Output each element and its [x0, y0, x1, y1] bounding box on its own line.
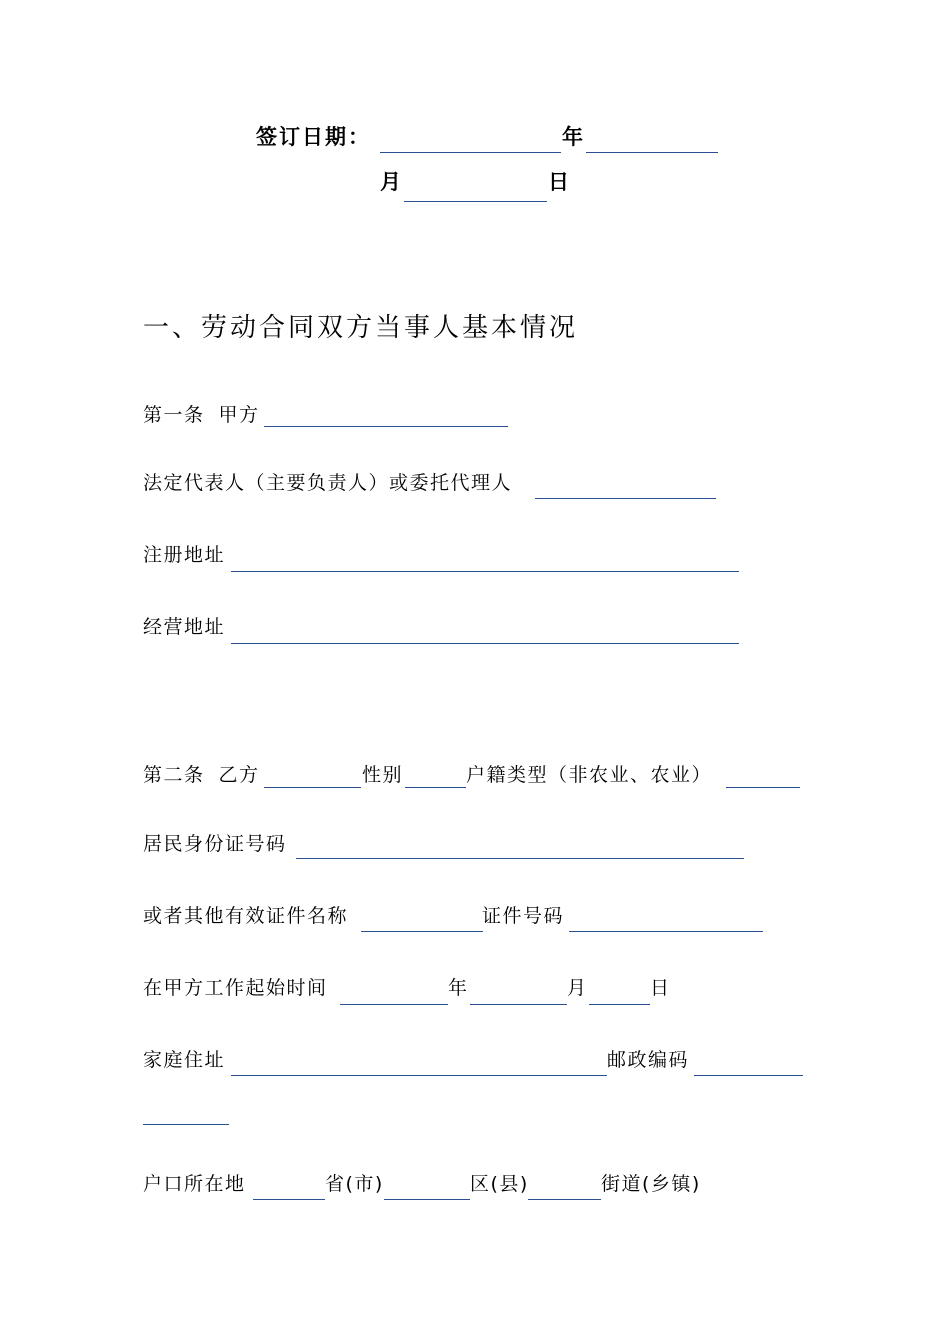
signing-day-field[interactable]: [404, 201, 547, 202]
article1-label: 第一条 甲方: [143, 404, 260, 426]
start-day-field[interactable]: [589, 1004, 650, 1005]
id-number-field[interactable]: [296, 858, 744, 859]
signing-year-field[interactable]: [380, 152, 561, 153]
street-field[interactable]: [528, 1199, 601, 1200]
district-label: 区(县): [470, 1173, 529, 1195]
representative-label: 法定代表人（主要负责人）或委托代理人: [143, 472, 513, 494]
start-month-label: 月: [567, 977, 588, 999]
home-address-label: 家庭住址: [143, 1049, 226, 1071]
other-cert-name-field[interactable]: [361, 931, 483, 932]
signing-date-label: 签订日期：: [256, 125, 371, 149]
business-address-label: 经营地址: [143, 616, 226, 638]
section-title: 一、劳动合同双方当事人基本情况: [143, 313, 579, 343]
gender-label: 性别: [362, 764, 404, 786]
household-type-label: 户籍类型（非农业、农业）: [466, 764, 713, 786]
street-label: 街道(乡镇): [601, 1173, 701, 1195]
postal-code-field[interactable]: [694, 1075, 803, 1076]
other-cert-name-label: 或者其他有效证件名称: [143, 905, 349, 927]
party-a-field[interactable]: [264, 426, 508, 427]
representative-field[interactable]: [535, 498, 716, 499]
home-address-field[interactable]: [231, 1075, 607, 1076]
signing-month-field[interactable]: [586, 152, 718, 153]
signing-year-label: 年: [562, 125, 585, 149]
start-time-label: 在甲方工作起始时间: [143, 977, 328, 999]
gender-field[interactable]: [405, 787, 466, 788]
district-field[interactable]: [384, 1199, 470, 1200]
registered-address-label: 注册地址: [143, 544, 226, 566]
signing-day-label: 日: [548, 170, 571, 194]
party-b-field[interactable]: [264, 787, 361, 788]
postal-code-field-continued[interactable]: [143, 1124, 229, 1125]
postal-code-label: 邮政编码: [607, 1049, 690, 1071]
article2-label: 第二条 乙方: [143, 764, 260, 786]
province-label: 省(市): [325, 1173, 384, 1195]
start-day-label: 日: [650, 977, 671, 999]
id-number-label: 居民身份证号码: [143, 833, 287, 855]
province-field[interactable]: [253, 1199, 325, 1200]
start-year-label: 年: [448, 977, 469, 999]
cert-number-label: 证件号码: [482, 905, 565, 927]
household-type-field[interactable]: [726, 787, 800, 788]
business-address-field[interactable]: [231, 643, 739, 644]
start-year-field[interactable]: [340, 1004, 448, 1005]
hukou-location-label: 户口所在地: [143, 1173, 246, 1195]
registered-address-field[interactable]: [231, 571, 739, 572]
signing-month-label: 月: [380, 170, 403, 194]
start-month-field[interactable]: [470, 1004, 567, 1005]
cert-number-field[interactable]: [569, 931, 763, 932]
